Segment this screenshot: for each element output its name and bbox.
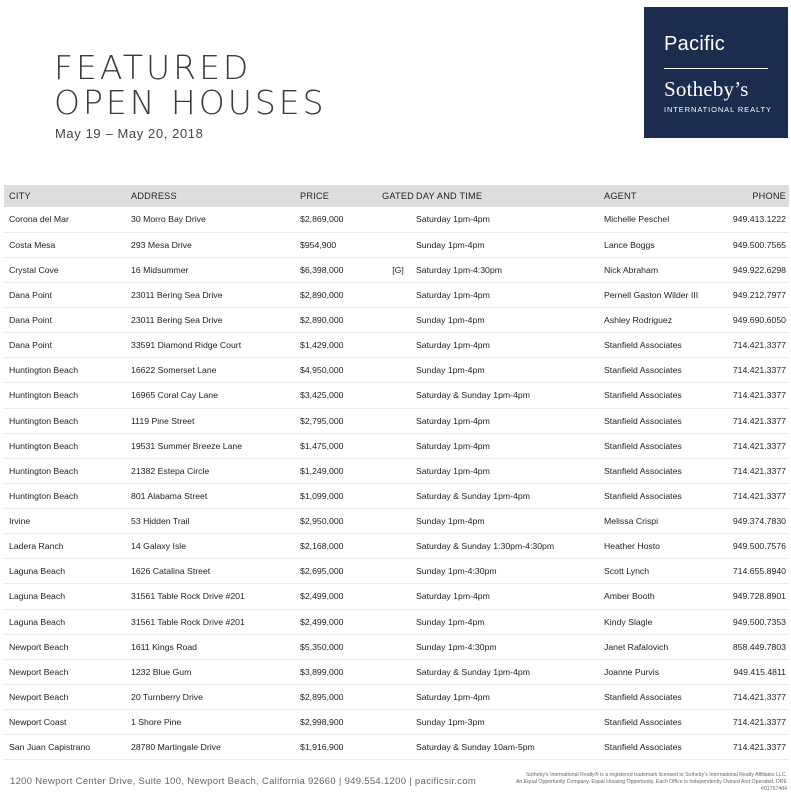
table-row <box>4 458 789 483</box>
table-row <box>4 257 789 282</box>
table-row <box>4 534 789 559</box>
cell-agent: Stanfield Associates <box>604 408 724 433</box>
cell-day-and-time: Saturday & Sunday 1pm-4pm <box>416 659 604 684</box>
cell-gated <box>380 609 416 634</box>
cell-phone: 714.421.3377 <box>724 383 789 408</box>
cell-gated <box>380 458 416 483</box>
cell-price: $3,425,000 <box>300 383 380 408</box>
cell-city: Costa Mesa <box>4 232 131 257</box>
column-header-gated: GATED <box>380 185 416 207</box>
cell-day-and-time: Saturday 1pm-4pm <box>416 584 604 609</box>
column-header-address: ADDRESS <box>131 185 300 207</box>
cell-phone: 949.212.7977 <box>724 282 789 307</box>
cell-address: 33591 Diamond Ridge Court <box>131 333 300 358</box>
cell-city: Huntington Beach <box>4 358 131 383</box>
cell-gated <box>380 710 416 735</box>
cell-agent: Janet Rafalovich <box>604 634 724 659</box>
cell-gated <box>380 282 416 307</box>
cell-phone: 949.374.7830 <box>724 509 789 534</box>
cell-agent: Nick Abraham <box>604 257 724 282</box>
cell-day-and-time: Saturday 1pm-4pm <box>416 333 604 358</box>
cell-gated <box>380 433 416 458</box>
cell-day-and-time: Saturday & Sunday 1pm-4pm <box>416 483 604 508</box>
cell-address: 21382 Estepa Circle <box>131 458 300 483</box>
table-row <box>4 207 789 232</box>
cell-gated <box>380 232 416 257</box>
cell-day-and-time: Saturday & Sunday 1:30pm-4:30pm <box>416 534 604 559</box>
table-row <box>4 735 789 760</box>
cell-city: Newport Beach <box>4 659 131 684</box>
cell-city: Huntington Beach <box>4 383 131 408</box>
footer-legal-line-2: An Equal Opportunity Company. Equal Housing Opportunity. Each Office is Independently Owned And Operated. DRE #01767484 <box>515 779 787 792</box>
cell-city: Corona del Mar <box>4 207 131 232</box>
cell-agent: Amber Booth <box>604 584 724 609</box>
cell-city: Huntington Beach <box>4 458 131 483</box>
cell-day-and-time: Saturday 1pm-4:30pm <box>416 257 604 282</box>
footer-legal-line-1: Sotheby’s International Realty® is a registered trademark licensed to Sotheby’s International Realty Affiliates LLC. <box>525 772 787 778</box>
cell-city: Laguna Beach <box>4 609 131 634</box>
table-row <box>4 659 789 684</box>
table-row <box>4 634 789 659</box>
table-row <box>4 584 789 609</box>
column-header-city: CITY <box>4 185 131 207</box>
cell-address: 16 Midsummer <box>131 257 300 282</box>
logo-wordmark-subtitle: INTERNATIONAL REALTY <box>664 105 772 114</box>
table-row <box>4 483 789 508</box>
page-title <box>54 50 327 120</box>
column-header-day-and-time: DAY AND TIME <box>416 185 604 207</box>
cell-address: 20 Turnberry Drive <box>131 684 300 709</box>
cell-address: 801 Alabama Street <box>131 483 300 508</box>
cell-agent: Stanfield Associates <box>604 458 724 483</box>
cell-phone: 949.500.7576 <box>724 534 789 559</box>
cell-phone: 949.500.7353 <box>724 609 789 634</box>
table-row <box>4 684 789 709</box>
cell-price: $2,950,000 <box>300 509 380 534</box>
cell-price: $2,998,900 <box>300 710 380 735</box>
cell-address: 28780 Martingale Drive <box>131 735 300 760</box>
table-body <box>4 207 789 760</box>
cell-price: $2,895,000 <box>300 684 380 709</box>
cell-price: $6,398,000 <box>300 257 380 282</box>
cell-day-and-time: Sunday 1pm-4pm <box>416 232 604 257</box>
cell-day-and-time: Saturday 1pm-4pm <box>416 282 604 307</box>
table-row <box>4 282 789 307</box>
cell-address: 23011 Bering Sea Drive <box>131 282 300 307</box>
table-row <box>4 383 789 408</box>
column-header-phone: PHONE <box>724 185 789 207</box>
cell-address: 293 Mesa Drive <box>131 232 300 257</box>
cell-agent: Stanfield Associates <box>604 684 724 709</box>
cell-gated <box>380 684 416 709</box>
cell-phone: 949.415.4811 <box>724 659 789 684</box>
cell-gated <box>380 584 416 609</box>
cell-gated <box>380 358 416 383</box>
cell-gated <box>380 559 416 584</box>
cell-city: Dana Point <box>4 282 131 307</box>
table-row <box>4 232 789 257</box>
cell-city: Irvine <box>4 509 131 534</box>
cell-phone: 714.421.3377 <box>724 333 789 358</box>
brand-logo <box>644 7 788 138</box>
cell-gated <box>380 408 416 433</box>
cell-gated <box>380 735 416 760</box>
cell-address: 1 Shore Pine <box>131 710 300 735</box>
cell-address: 31561 Table Rock Drive #201 <box>131 609 300 634</box>
cell-price: $1,475,000 <box>300 433 380 458</box>
cell-day-and-time: Saturday 1pm-4pm <box>416 408 604 433</box>
cell-city: Newport Coast <box>4 710 131 735</box>
cell-price: $5,350,000 <box>300 634 380 659</box>
cell-day-and-time: Sunday 1pm-4:30pm <box>416 634 604 659</box>
cell-price: $1,099,000 <box>300 483 380 508</box>
cell-gated <box>380 634 416 659</box>
table-row <box>4 358 789 383</box>
table-header-row <box>4 185 789 207</box>
cell-gated <box>380 483 416 508</box>
cell-price: $2,695,000 <box>300 559 380 584</box>
cell-phone: 949.922.6298 <box>724 257 789 282</box>
cell-price: $3,899,000 <box>300 659 380 684</box>
cell-day-and-time: Saturday 1pm-4pm <box>416 458 604 483</box>
cell-phone: 949.690.6050 <box>724 308 789 333</box>
cell-phone: 858.449.7803 <box>724 634 789 659</box>
table-header <box>4 185 789 207</box>
cell-city: Crystal Cove <box>4 257 131 282</box>
cell-address: 31561 Table Rock Drive #201 <box>131 584 300 609</box>
cell-day-and-time: Saturday & Sunday 1pm-4pm <box>416 383 604 408</box>
cell-agent: Scott Lynch <box>604 559 724 584</box>
cell-day-and-time: Sunday 1pm-4:30pm <box>416 559 604 584</box>
cell-agent: Heather Hosto <box>604 534 724 559</box>
cell-gated <box>380 534 416 559</box>
footer-legal <box>497 772 787 793</box>
cell-address: 1626 Catalina Street <box>131 559 300 584</box>
cell-price: $2,795,000 <box>300 408 380 433</box>
cell-city: Laguna Beach <box>4 584 131 609</box>
cell-price: $954,900 <box>300 232 380 257</box>
cell-address: 53 Hidden Trail <box>131 509 300 534</box>
table-row <box>4 308 789 333</box>
cell-price: $1,249,000 <box>300 458 380 483</box>
cell-price: $2,168,000 <box>300 534 380 559</box>
cell-phone: 714.421.3377 <box>724 684 789 709</box>
cell-city: Dana Point <box>4 308 131 333</box>
cell-gated: [G] <box>380 257 416 282</box>
cell-phone: 714.421.3377 <box>724 408 789 433</box>
table-row <box>4 433 789 458</box>
footer-contact: 1200 Newport Center Drive, Suite 100, Newport Beach, California 92660 | 949.554.1200 | pacificsir.com <box>10 776 477 787</box>
cell-day-and-time: Sunday 1pm-4pm <box>416 509 604 534</box>
cell-city: Ladera Ranch <box>4 534 131 559</box>
cell-price: $2,890,000 <box>300 282 380 307</box>
cell-address: 1232 Blue Gum <box>131 659 300 684</box>
cell-price: $1,916,900 <box>300 735 380 760</box>
cell-phone: 714.421.3377 <box>724 458 789 483</box>
cell-agent: Stanfield Associates <box>604 358 724 383</box>
table-row <box>4 333 789 358</box>
cell-phone: 949.413.1222 <box>724 207 789 232</box>
table-row <box>4 609 789 634</box>
cell-city: Laguna Beach <box>4 559 131 584</box>
column-header-agent: AGENT <box>604 185 724 207</box>
cell-agent: Stanfield Associates <box>604 333 724 358</box>
cell-gated <box>380 308 416 333</box>
cell-day-and-time: Saturday 1pm-4pm <box>416 433 604 458</box>
cell-city: San Juan Capistrano <box>4 735 131 760</box>
table-row <box>4 408 789 433</box>
cell-day-and-time: Sunday 1pm-4pm <box>416 358 604 383</box>
cell-price: $2,499,000 <box>300 584 380 609</box>
cell-agent: Pernell Gaston Wilder III <box>604 282 724 307</box>
cell-agent: Lance Boggs <box>604 232 724 257</box>
cell-city: Huntington Beach <box>4 483 131 508</box>
cell-price: $2,890,000 <box>300 308 380 333</box>
page-title-line-1: FEATURED <box>54 48 252 87</box>
cell-city: Huntington Beach <box>4 408 131 433</box>
page-title-line-2: OPEN HOUSES <box>54 83 327 122</box>
cell-price: $1,429,000 <box>300 333 380 358</box>
cell-address: 30 Morro Bay Drive <box>131 207 300 232</box>
cell-address: 1119 Pine Street <box>131 408 300 433</box>
logo-divider <box>664 68 768 69</box>
open-houses-table <box>4 185 789 760</box>
cell-day-and-time: Saturday 1pm-4pm <box>416 684 604 709</box>
cell-city: Dana Point <box>4 333 131 358</box>
cell-agent: Michelle Peschel <box>604 207 724 232</box>
cell-address: 23011 Bering Sea Drive <box>131 308 300 333</box>
cell-day-and-time: Saturday & Sunday 10am-5pm <box>416 735 604 760</box>
cell-phone: 949.500.7565 <box>724 232 789 257</box>
cell-agent: Ashley Rodriguez <box>604 308 724 333</box>
cell-phone: 949.728.8901 <box>724 584 789 609</box>
cell-gated <box>380 509 416 534</box>
cell-agent: Stanfield Associates <box>604 710 724 735</box>
column-header-price: PRICE <box>300 185 380 207</box>
cell-agent: Stanfield Associates <box>604 483 724 508</box>
cell-agent: Melissa Crispi <box>604 509 724 534</box>
cell-agent: Stanfield Associates <box>604 735 724 760</box>
cell-phone: 714.421.3377 <box>724 483 789 508</box>
cell-city: Newport Beach <box>4 684 131 709</box>
cell-gated <box>380 207 416 232</box>
cell-agent: Stanfield Associates <box>604 433 724 458</box>
cell-price: $2,869,000 <box>300 207 380 232</box>
cell-address: 14 Galaxy Isle <box>131 534 300 559</box>
cell-price: $4,950,000 <box>300 358 380 383</box>
cell-price: $2,499,000 <box>300 609 380 634</box>
logo-wordmark-pacific: Pacific <box>664 33 726 55</box>
cell-address: 19531 Summer Breeze Lane <box>131 433 300 458</box>
cell-address: 1611 Kings Road <box>131 634 300 659</box>
cell-phone: 714.421.3377 <box>724 358 789 383</box>
cell-day-and-time: Saturday 1pm-4pm <box>416 207 604 232</box>
date-range: May 19 – May 20, 2018 <box>55 126 204 141</box>
table-row <box>4 710 789 735</box>
cell-day-and-time: Sunday 1pm-4pm <box>416 609 604 634</box>
cell-phone: 714.655.8940 <box>724 559 789 584</box>
cell-address: 16965 Coral Cay Lane <box>131 383 300 408</box>
cell-day-and-time: Sunday 1pm-3pm <box>416 710 604 735</box>
cell-phone: 714.421.3377 <box>724 433 789 458</box>
cell-gated <box>380 333 416 358</box>
cell-gated <box>380 383 416 408</box>
table-row <box>4 559 789 584</box>
logo-wordmark-sothebys: Sotheby’s <box>664 77 749 101</box>
cell-address: 16622 Somerset Lane <box>131 358 300 383</box>
cell-agent: Joanne Purvis <box>604 659 724 684</box>
table-row <box>4 509 789 534</box>
cell-agent: Kindy Slagle <box>604 609 724 634</box>
cell-city: Huntington Beach <box>4 433 131 458</box>
cell-gated <box>380 659 416 684</box>
cell-day-and-time: Sunday 1pm-4pm <box>416 308 604 333</box>
cell-phone: 714.421.3377 <box>724 735 789 760</box>
cell-city: Newport Beach <box>4 634 131 659</box>
cell-phone: 714.421.3377 <box>724 710 789 735</box>
cell-agent: Stanfield Associates <box>604 383 724 408</box>
